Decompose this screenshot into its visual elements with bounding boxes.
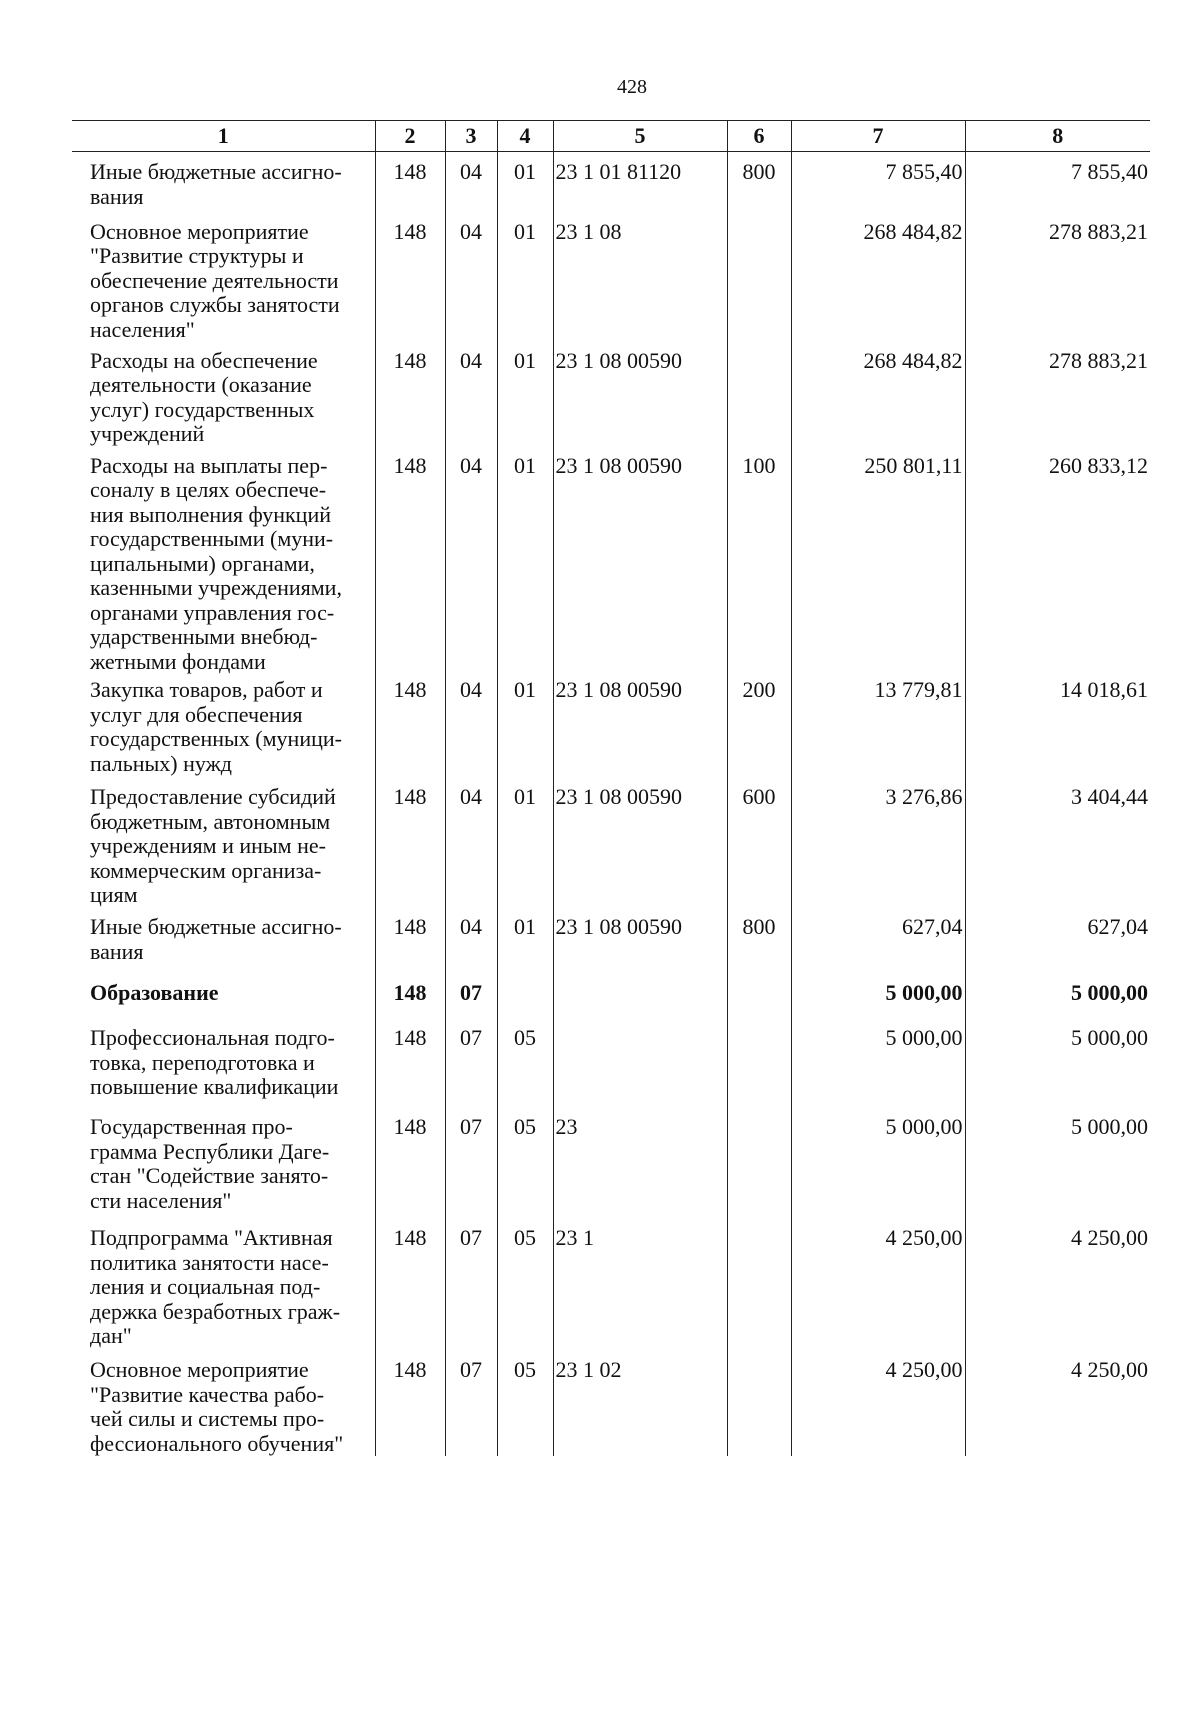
row-col-4: 05 <box>497 1111 553 1222</box>
row-name: Предоставление субсидий бюджетным, автономным учреждениям и иным не- коммерческим организа- циям <box>90 784 336 907</box>
row-col-8: 14 018,61 <box>965 674 1150 781</box>
page-number: 428 <box>617 76 647 98</box>
row-col-2: 148 <box>375 152 445 216</box>
row-name: Расходы на выплаты пер- соналу в целях обеспече- ния выполнения функций государственными (муни- ципальными) органами, казенными учреждениями, органами управления гос- ударственными внебюд- жетными фондами <box>90 452 342 674</box>
row-col-8: 278 883,21 <box>965 216 1150 345</box>
row-name: Иные бюджетные ассигно- вания <box>90 914 342 964</box>
row-col-8: 5 000,00 <box>965 977 1150 1022</box>
row-col-8: 4 250,00 <box>965 1354 1150 1456</box>
row-col-5: 23 1 08 00590 <box>553 345 727 450</box>
row-col-2: 148 <box>375 345 445 450</box>
row-col-8: 627,04 <box>965 911 1150 977</box>
row-col-2: 148 <box>375 781 445 911</box>
row-col-6 <box>727 216 791 345</box>
table-row <box>72 911 1150 977</box>
row-col-6: 800 <box>727 152 791 216</box>
row-col-3: 07 <box>445 1222 497 1354</box>
row-name: Основное мероприятие "Развитие структуры и обеспечение деятельности органов службы занятости населения" <box>90 218 340 342</box>
row-col-5: 23 1 02 <box>553 1354 727 1456</box>
header-col-4: 4 <box>497 121 553 152</box>
table-row <box>72 977 1150 1022</box>
row-col-7: 250 801,11 <box>791 450 965 675</box>
row-col-5: 23 1 01 81120 <box>553 152 727 216</box>
row-col-5: 23 1 08 00590 <box>553 674 727 781</box>
row-col-4: 01 <box>497 674 553 781</box>
row-col-4: 01 <box>497 911 553 977</box>
row-name: Профессиональная подго- товка, переподготовка и повышение квалификации <box>90 1025 339 1099</box>
row-col-2: 148 <box>375 977 445 1022</box>
header-col-5: 5 <box>553 121 727 152</box>
table-row <box>72 152 1150 216</box>
row-col-8: 7 855,40 <box>965 152 1150 216</box>
table-row <box>72 781 1150 911</box>
table-row <box>72 450 1150 675</box>
row-col-2: 148 <box>375 216 445 345</box>
row-col-6 <box>727 977 791 1022</box>
table-row <box>72 216 1150 345</box>
header-col-1: 1 <box>72 121 375 152</box>
header-row <box>72 121 1150 152</box>
table-row <box>72 674 1150 781</box>
row-col-6: 100 <box>727 450 791 675</box>
row-col-7: 4 250,00 <box>791 1354 965 1456</box>
row-col-4: 05 <box>497 1354 553 1456</box>
row-col-7: 5 000,00 <box>791 1111 965 1222</box>
row-col-7: 3 276,86 <box>791 781 965 911</box>
row-col-3: 07 <box>445 1354 497 1456</box>
row-name: Закупка товаров, работ и услуг для обеспечения государственных (муници- пальных) нужд <box>90 677 342 776</box>
row-col-6 <box>727 1222 791 1354</box>
row-name: Образование <box>90 980 219 1005</box>
row-col-4: 01 <box>497 152 553 216</box>
row-col-7: 7 855,40 <box>791 152 965 216</box>
row-col-6 <box>727 1354 791 1456</box>
row-col-8: 260 833,12 <box>965 450 1150 675</box>
row-name: Основное мероприятие "Развитие качества рабо- чей силы и системы про- фессионального обучения" <box>90 1357 344 1456</box>
row-col-3: 04 <box>445 216 497 345</box>
row-col-3: 04 <box>445 674 497 781</box>
row-col-3: 07 <box>445 1111 497 1222</box>
row-col-7: 268 484,82 <box>791 216 965 345</box>
table-row <box>72 1354 1150 1456</box>
row-col-2: 148 <box>375 1222 445 1354</box>
table-header <box>72 121 1150 152</box>
row-col-5 <box>553 977 727 1022</box>
row-col-3: 04 <box>445 450 497 675</box>
row-name: Государственная про- грамма Республики Даге- стан "Содействие занято- сти населения" <box>90 1114 330 1213</box>
row-col-8: 5 000,00 <box>965 1022 1150 1111</box>
row-col-7: 5 000,00 <box>791 1022 965 1111</box>
row-col-3: 04 <box>445 781 497 911</box>
row-col-8: 3 404,44 <box>965 781 1150 911</box>
row-col-5: 23 <box>553 1111 727 1222</box>
row-col-7: 627,04 <box>791 911 965 977</box>
row-col-2: 148 <box>375 911 445 977</box>
row-col-5: 23 1 08 00590 <box>553 911 727 977</box>
row-col-4: 01 <box>497 450 553 675</box>
row-name: Расходы на обеспечение деятельности (оказание услуг) государственных учреждений <box>90 347 318 446</box>
row-col-7: 5 000,00 <box>791 977 965 1022</box>
header-col-8: 8 <box>965 121 1150 152</box>
row-col-5: 23 1 08 00590 <box>553 781 727 911</box>
row-col-2: 148 <box>375 1354 445 1456</box>
row-col-5: 23 1 08 <box>553 216 727 345</box>
header-col-6: 6 <box>727 121 791 152</box>
row-col-3: 04 <box>445 345 497 450</box>
row-col-6: 200 <box>727 674 791 781</box>
table-row <box>72 1111 1150 1222</box>
row-col-8: 4 250,00 <box>965 1222 1150 1354</box>
row-col-2: 148 <box>375 450 445 675</box>
row-col-4: 05 <box>497 1022 553 1111</box>
row-col-3: 07 <box>445 977 497 1022</box>
table-row <box>72 345 1150 450</box>
row-name: Иные бюджетные ассигно- вания <box>90 159 342 209</box>
row-col-5: 23 1 08 00590 <box>553 450 727 675</box>
row-col-4: 05 <box>497 1222 553 1354</box>
table-row <box>72 1022 1150 1111</box>
row-col-2: 148 <box>375 1022 445 1111</box>
table-row <box>72 1222 1150 1354</box>
row-col-6 <box>727 1022 791 1111</box>
row-col-3: 07 <box>445 1022 497 1111</box>
row-col-3: 04 <box>445 152 497 216</box>
header-col-2: 2 <box>375 121 445 152</box>
row-col-3: 04 <box>445 911 497 977</box>
row-col-4: 01 <box>497 781 553 911</box>
row-col-8: 278 883,21 <box>965 345 1150 450</box>
header-col-7: 7 <box>791 121 965 152</box>
row-col-2: 148 <box>375 674 445 781</box>
budget-table <box>72 120 1150 1456</box>
row-col-2: 148 <box>375 1111 445 1222</box>
row-col-5: 23 1 <box>553 1222 727 1354</box>
row-col-7: 268 484,82 <box>791 345 965 450</box>
row-col-6: 800 <box>727 911 791 977</box>
row-col-7: 4 250,00 <box>791 1222 965 1354</box>
row-col-7: 13 779,81 <box>791 674 965 781</box>
row-col-4: 01 <box>497 216 553 345</box>
row-col-6 <box>727 345 791 450</box>
row-col-4 <box>497 977 553 1022</box>
row-name: Подпрограмма "Активная политика занятости насе- ления и социальная под- держка безработных граж- дан" <box>90 1225 341 1348</box>
row-col-8: 5 000,00 <box>965 1111 1150 1222</box>
table-body <box>72 152 1150 1457</box>
row-col-6 <box>727 1111 791 1222</box>
row-col-6: 600 <box>727 781 791 911</box>
header-col-3: 3 <box>445 121 497 152</box>
row-col-4: 01 <box>497 345 553 450</box>
row-col-5 <box>553 1022 727 1111</box>
